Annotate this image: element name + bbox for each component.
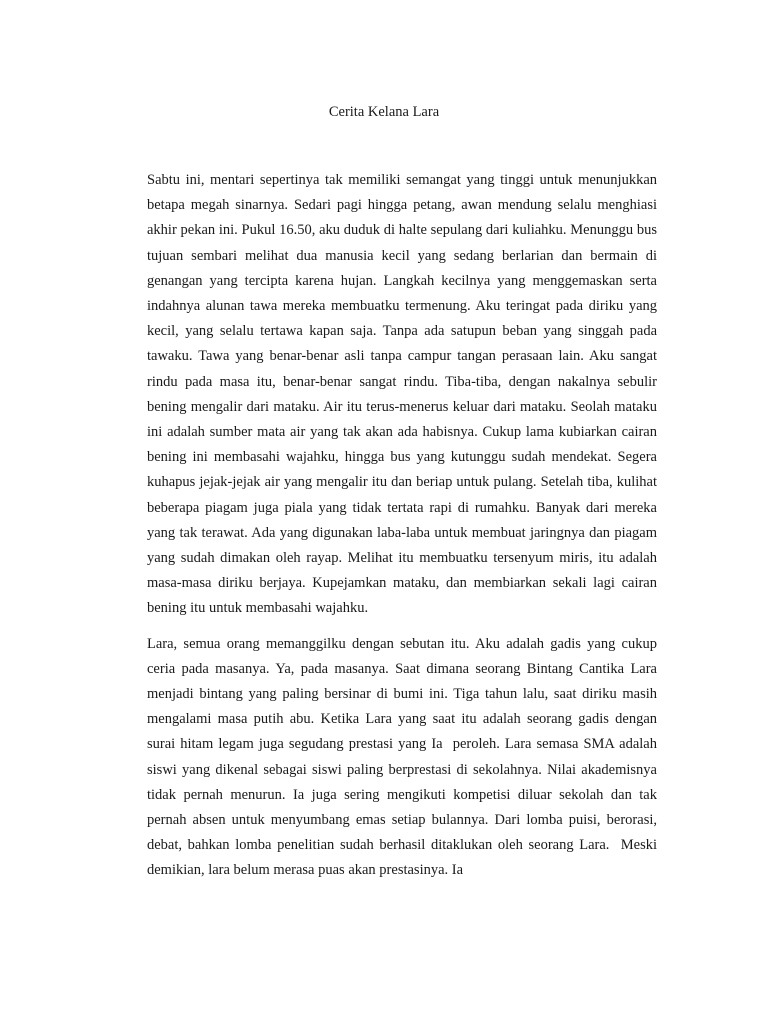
document-body <box>147 168 661 894</box>
document-title: Cerita Kelana Lara <box>328 104 440 120</box>
paragraph-1: Sabtu ini, mentari sepertinya tak memiliki semangat yang tinggi untuk menunjukkan betapa megah sinarnya. Sedari pagi hingga petang, awan mendung selalu menghiasi akhir pekan ini. Pukul 16.50, aku duduk di halte sepulang dari kuliahku. Menunggu bus tujuan sembari melihat dua manusia kecil yang sedang berlarian dan bermain di genangan yang tercipta karena hujan. Langkah kecilnya yang menggemaskan serta indahnya alunan tawa mereka membuatku termenung. Aku teringat pada diriku yang kecil, yang selalu tertawa kapan saja. Tanpa ada satupun beban yang singgah pada tawaku. Tawa yang benar-benar asli tanpa campur tangan perasaan lain. Aku sangat rindu pada masa itu, benar-benar sangat rindu. Tiba-tiba, dengan nakalnya sebulir bening mengalir dari mataku. Air itu terus-menerus keluar dari mataku. Seolah mataku ini adalah sumber mata air yang tak akan ada habisnya. Cukup lama kubiarkan cairan bening ini membasahi wajahku, hingga bus yang kutunggu sudah mendekat. Segera kuhapus jejak-jejak air yang mengalir itu dan beriap untuk pulang. Setelah tiba, kulihat beberapa piagam juga piala yang tidak tertata rapi di rumahku. Banyak dari mereka yang tak terawat. Ada yang digunakan laba-laba untuk membuat jaringnya dan piagam yang sudah dimakan oleh rayap. Melihat itu membuatku tersenyum miris, itu adalah masa-masa diriku berjaya. Kupejamkan mataku, dan membiarkan sekali lagi cairan bening itu untuk membasahi wajahku. <box>147 172 661 617</box>
paragraph-2: Lara, semua orang memanggilku dengan sebutan itu. Aku adalah gadis yang cukup ceria pada masanya. Ya, pada masanya. Saat dimana seorang Bintang Cantika Lara menjadi bintang yang paling bersinar di bumi ini. Tiga tahun lalu, saat diriku masih mengalami masa putih abu. Ketika Lara yang saat itu adalah seorang gadis dengan surai hitam legam juga segudang prestasi yang Ia peroleh. Lara semasa SMA adalah siswi yang dikenal sebagai siswi paling berprestasi di sekolahnya. Nilai akademisnya tidak pernah menurun. Ia juga sering mengikuti kompetisi diluar sekolah dan tak pernah absen untuk menyumbang emas setiap bulannya. Dari lomba puisi, berorasi, debat, bahkan lomba penelitian sudah berhasil ditaklukan oleh seorang Lara. Meski demikian, lara belum merasa puas akan prestasinya. Ia <box>147 635 661 879</box>
